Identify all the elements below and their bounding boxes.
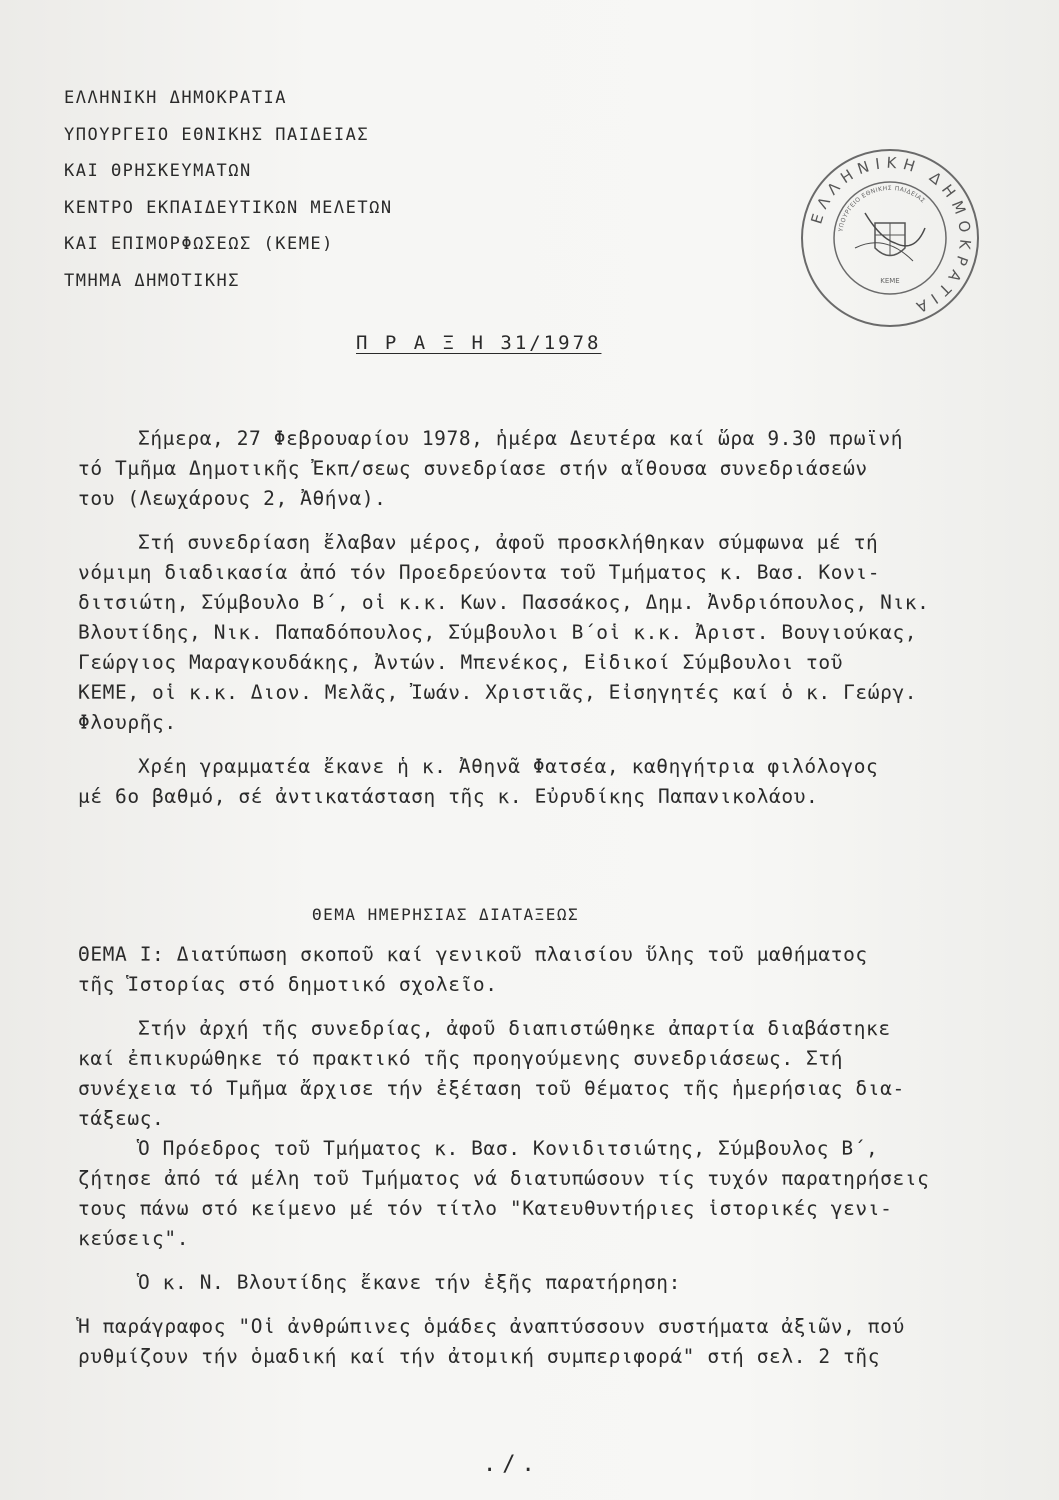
text-line: συνέχεια τό Τμῆμα ἄρχισε τήν ἐξέταση τοῦ θέματος τῆς ἡμερήσιας δια- xyxy=(78,1077,905,1100)
agenda-section xyxy=(78,940,1038,1372)
text-line: τάξεως. xyxy=(78,1107,165,1130)
text-line: Βλουτίδης, Νικ. Παπαδόπουλος, Σύμβουλοι Β΄οἱ κ.κ. Ἀριστ. Βουγιούκας, xyxy=(78,621,918,644)
text-line: Σήμερα, 27 Φεβρουαρίου 1978, ἡμέρα Δευτέρα καί ὥρα 9.30 πρωϊνή xyxy=(138,427,904,450)
svg-text:ΥΠΟΥΡΓΕΙΟ ΕΘΝΙΚΗΣ ΠΑΙΔΕΙΑΣ: ΥΠΟΥΡΓΕΙΟ ΕΘΝΙΚΗΣ ΠΑΙΔΕΙΑΣ xyxy=(837,184,927,233)
theme-text: Διατύπωση σκοποῦ καί γενικοῦ πλαισίου ὕλης τοῦ μαθήματος xyxy=(176,943,868,966)
text-line: του (Λεωχάρους 2, Ἀθήνα). xyxy=(78,487,387,510)
text-line: Στήν ἀρχή τῆς συνεδρίας, ἀφοῦ διαπιστώθηκε ἀπαρτία διαβάστηκε xyxy=(138,1017,891,1040)
theme-label: ΘΕΜΑ Ι: xyxy=(78,943,165,966)
text-line: ΚΕΜΕ, οἱ κ.κ. Διον. Μελᾶς, Ἰωάν. Χριστιᾶς, Εἰσηγητές καί ὁ κ. Γεώργ. xyxy=(78,681,918,704)
letterhead-line: ΚΑΙ ΘΡΗΣΚΕΥΜΑΤΩΝ xyxy=(64,161,252,181)
text-line: νόμιμη διαδικασία ἀπό τόν Προεδρεύοντα τοῦ Τμήματος κ. Βασ. Κονι- xyxy=(78,561,881,584)
text-line: Φλουρῆς. xyxy=(78,711,177,734)
letterhead-line: ΕΛΛΗΝΙΚΗ ΔΗΜΟΚΡΑΤΙΑ xyxy=(64,88,287,108)
theme-line xyxy=(78,940,1038,970)
minutes-body xyxy=(78,424,1028,812)
letterhead xyxy=(64,80,584,299)
text-line: μέ 6ο βαθμό, σέ ἀντικατάσταση τῆς κ. Εὐρυδίκης Παπανικολάου. xyxy=(78,785,819,808)
text-line: τό Τμῆμα Δημοτικῆς Ἐκπ/σεως συνεδρίασε στήν αἴθουσα συνεδριάσεών xyxy=(78,457,868,480)
document-title: Π Ρ Α Ξ Η 31/1978 xyxy=(356,332,602,354)
text-line: ρυθμίζουν τήν ὁμαδική καί τήν ἀτομική συμπεριφορά" στή σελ. 2 τῆς xyxy=(78,1345,881,1368)
text-line: κεύσεις". xyxy=(78,1227,190,1250)
svg-text:ΕΛΛΗΝΙΚΗ ΔΗΜΟΚΡΑΤΙΑ: ΕΛΛΗΝΙΚΗ ΔΗΜΟΚΡΑΤΙΑ xyxy=(807,153,975,319)
text-line: Ὁ κ. Ν. Βλουτίδης ἔκανε τήν ἑξῆς παρατήρηση: xyxy=(138,1271,681,1294)
official-seal-stamp xyxy=(795,143,985,333)
text-line: διτσιώτη, Σύμβουλο Β΄, οἱ κ.κ. Κων. Πασσάκος, Δημ. Ἀνδριόπουλος, Νικ. xyxy=(78,591,930,614)
letterhead-line: ΚΕΝΤΡΟ ΕΚΠΑΙΔΕΥΤΙΚΩΝ ΜΕΛΕΤΩΝ xyxy=(64,197,393,218)
letterhead-line: ΤΜΗΜΑ ΔΗΜΟΤΙΚΗΣ xyxy=(64,270,241,291)
agenda-heading: ΘΕΜΑ ΗΜΕΡΗΣΙΑΣ ΔΙΑΤΑΞΕΩΣ xyxy=(312,905,580,924)
text-line: Ἡ παράγραφος "Οἱ ἀνθρώπινες ὁμάδες ἀναπτύσσουν συστήματα ἀξιῶν, πού xyxy=(78,1315,905,1338)
text-line: καί ἐπικυρώθηκε τό πρακτικό τῆς προηγούμενης συνεδριάσεως. Στή xyxy=(78,1047,844,1070)
letterhead-line: ΥΠΟΥΡΓΕΙΟ ΕΘΝΙΚΗΣ ΠΑΙΔΕΙΑΣ xyxy=(64,124,370,145)
letterhead-line: ΚΑΙ ΕΠΙΜΟΡΦΩΣΕΩΣ (ΚΕΜΕ) xyxy=(64,234,334,254)
text-line: Ὁ Πρόεδρος τοῦ Τμήματος κ. Βασ. Κονιδιτσιώτης, Σύμβουλος Β΄, xyxy=(138,1137,879,1160)
page-continuation-mark: ./. xyxy=(483,1452,541,1477)
text-line: ζήτησε ἀπό τά μέλη τοῦ Τμήματος νά διατυπώσουν τίς τυχόν παρατηρήσεις xyxy=(78,1167,930,1190)
svg-text:ΚΕΜΕ: ΚΕΜΕ xyxy=(880,277,900,285)
text-line: Γεώργιος Μαραγκουδάκης, Ἀντών. Μπενέκος, Εἰδικοί Σύμβουλοι τοῦ xyxy=(78,651,844,674)
text-line: τῆς Ἱστορίας στό δημοτικό σχολεῖο. xyxy=(78,973,498,996)
text-line: Χρέη γραμματέα ἔκανε ἡ κ. Ἀθηνᾶ Φατσέα, καθηγήτρια φιλόλογος xyxy=(138,755,879,778)
text-line: Στή συνεδρίαση ἔλαβαν μέρος, ἀφοῦ προσκλήθηκαν σύμφωνα μέ τή xyxy=(138,531,879,554)
text-line: τους πάνω στό κείμενο μέ τόν τίτλο "Κατευθυντήριες ἱστορικές γενι- xyxy=(78,1197,893,1220)
